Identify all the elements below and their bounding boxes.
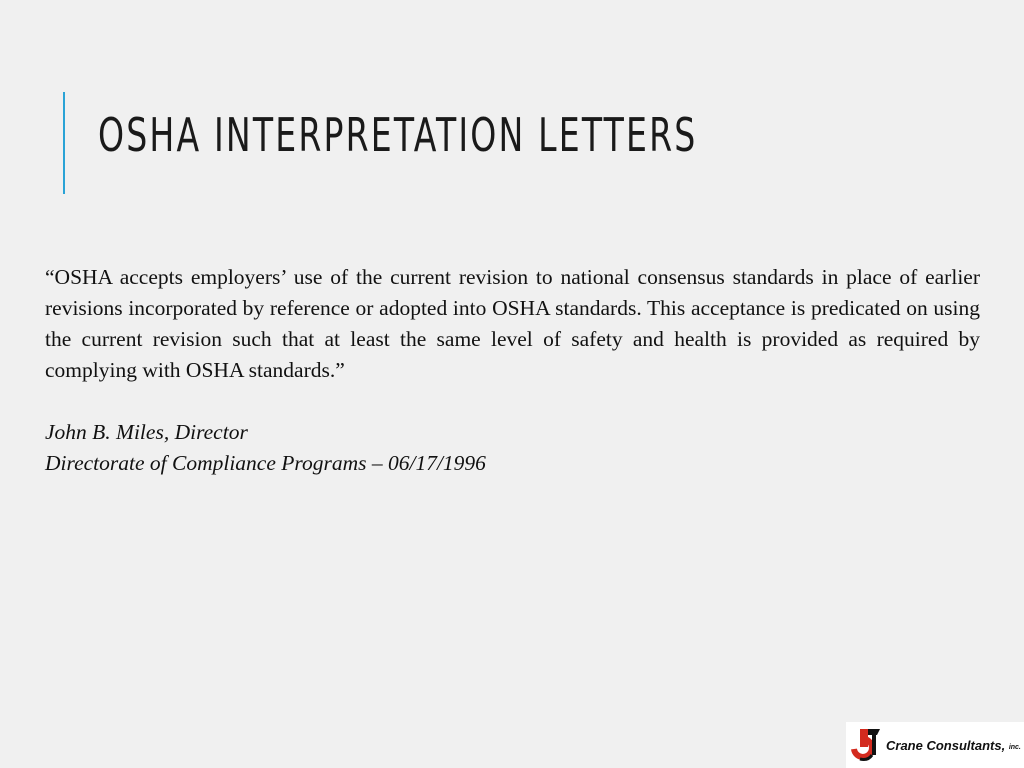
logo-company-suffix: inc. (1008, 743, 1021, 751)
attribution-office: Directorate of Compliance Programs – 06/17/1996 (45, 451, 486, 475)
crane-logo-icon (850, 727, 882, 763)
title-accent-bar (63, 92, 65, 194)
logo-wordmark (886, 738, 1021, 753)
logo-company-name: Crane Consultants, (886, 737, 1006, 753)
quote-text: “OSHA accepts employers’ use of the current revision to national consensus standards in place of earlier revisions incorporated by reference or adopted into OSHA standards. This acceptance is predicated on using the current revision such that at least the same level of safety and health is provided as required by complying with OSHA standards.” (45, 265, 980, 382)
attribution-name: John B. Miles, Director (45, 420, 248, 444)
company-logo (846, 722, 1024, 768)
attribution (45, 417, 486, 479)
slide-title: OSHA INTERPRETATION LETTERS (98, 108, 698, 162)
